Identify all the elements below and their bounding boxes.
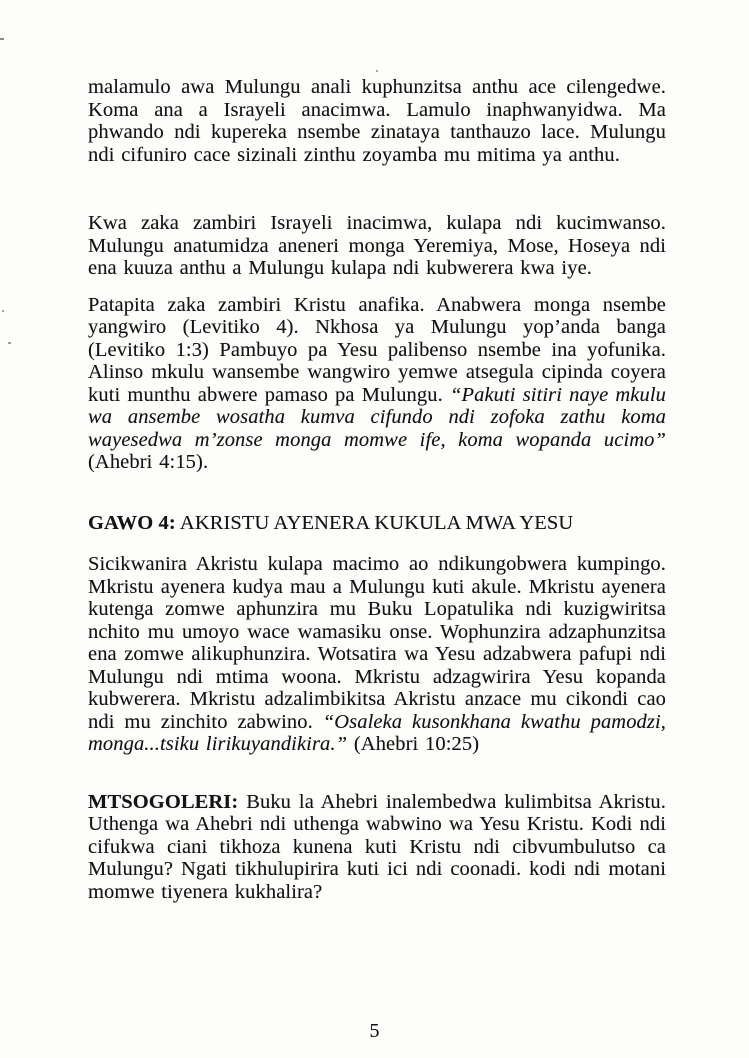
scan-speck <box>8 342 11 344</box>
paragraph-4 <box>88 553 666 756</box>
page-number: 5 <box>369 1020 380 1042</box>
paragraph-4-text: Sicikwanira Akristu kulapa macimo ao ndikungobwera kumpingo. Mkristu ayenera kudya mau a Mulungu kuti akule. Mkristu ayenera kutenga zomwe aphunzira mu Buku Lopatulika ndi kuzigwiritsa nchito mu umoyo wace wamasiku onse. Wophunzira adzaphunzitsa ena zomwe alikuphunzira. Wotsatira wa Yesu adzabwera pafupi ndi Mulungu ndi mtima woona. Mkristu adzagwirira Yesu kopanda kubwerera. Mkristu adzalimbikitsa Akristu anzace mu cikondi cao ndi mu zinchito zabwino. <box>88 553 666 733</box>
section-heading-title: AKRISTU AYENERA KUKULA MWA YESU <box>175 511 574 534</box>
paragraph-3 <box>88 294 666 474</box>
scan-speck <box>0 38 4 40</box>
scripture-quote-hebrews-4-15: “Pakuti sitiri naye mkulu wa ansembe wosatha kumva cifundo ndi zofoka zathu koma wayesedwa m’zonse monga momwe ife, koma wopanda ucimo” <box>88 383 667 451</box>
scan-speck <box>376 70 378 72</box>
paragraph-5-text: Buku la Ahebri inalembedwa kulimbitsa Akristu. Uthenga wa Ahebri ndi uthenga wabwino wa Yesu Kristu. Kodi ndi cifukwa ciani tikhoza kunena kuti Kristu ndi cibvumbulutso ca Mulungu? Ngati tikhulupirira kuti ici ndi coonadi. kodi ndi motani momwe tiyenera kukhalira? <box>88 790 666 903</box>
paragraph-3-text: Patapita zaka zambiri Kristu anafika. Anabwera monga nsembe yangwiro (Levitiko 4). Nkhosa ya Mulungu yop’anda banga (Levitiko 1:3) Pambuyo pa Yesu palibenso nsembe ina yofunika. Alinso mkulu wansembe wangwiro yemwe atsegula cipinda coyera kuti munthu abwere pamaso pa Mulungu. <box>88 293 666 406</box>
scripture-quote-hebrews-10-25: “Osaleka kusonkhana kwathu pamodzi, monga...tsiku lirikuyandikira.” <box>88 710 667 755</box>
paragraph-5-lead-mtsogoleri: MTSOGOLERI: <box>88 790 239 813</box>
paragraph-2 <box>88 212 666 280</box>
paragraph-1 <box>88 76 666 166</box>
scripture-reference-hebrews-4-15: (Ahebri 4:15). <box>88 451 209 473</box>
text-column <box>88 76 666 903</box>
scan-speck <box>2 310 4 312</box>
section-heading-label: GAWO 4: <box>88 511 176 534</box>
paragraph-1-text: malamulo awa Mulungu anali kuphunzitsa anthu ace cilengedwe. Koma ana a Israyeli anacimwa. Lamulo inaphwanyidwa. Ma phwando ndi kupereka nsembe zinataya tanthauzo lace. Mulungu ndi cifuniro cace sizinali zinthu zoyamba mu mitima ya anthu. <box>88 76 666 166</box>
scripture-reference-hebrews-10-25: (Ahebri 10:25) <box>347 733 480 755</box>
paragraph-5 <box>88 791 666 904</box>
paragraph-2-text: Kwa zaka zambiri Israyeli inacimwa, kulapa ndi kucimwanso. Mulungu anatumidza aneneri monga Yeremiya, Mose, Hoseya ndi ena kuuza anthu a Mulungu kulapa ndi kubwerera kwa iye. <box>88 212 666 279</box>
section-heading-gawo-4 <box>88 512 666 535</box>
